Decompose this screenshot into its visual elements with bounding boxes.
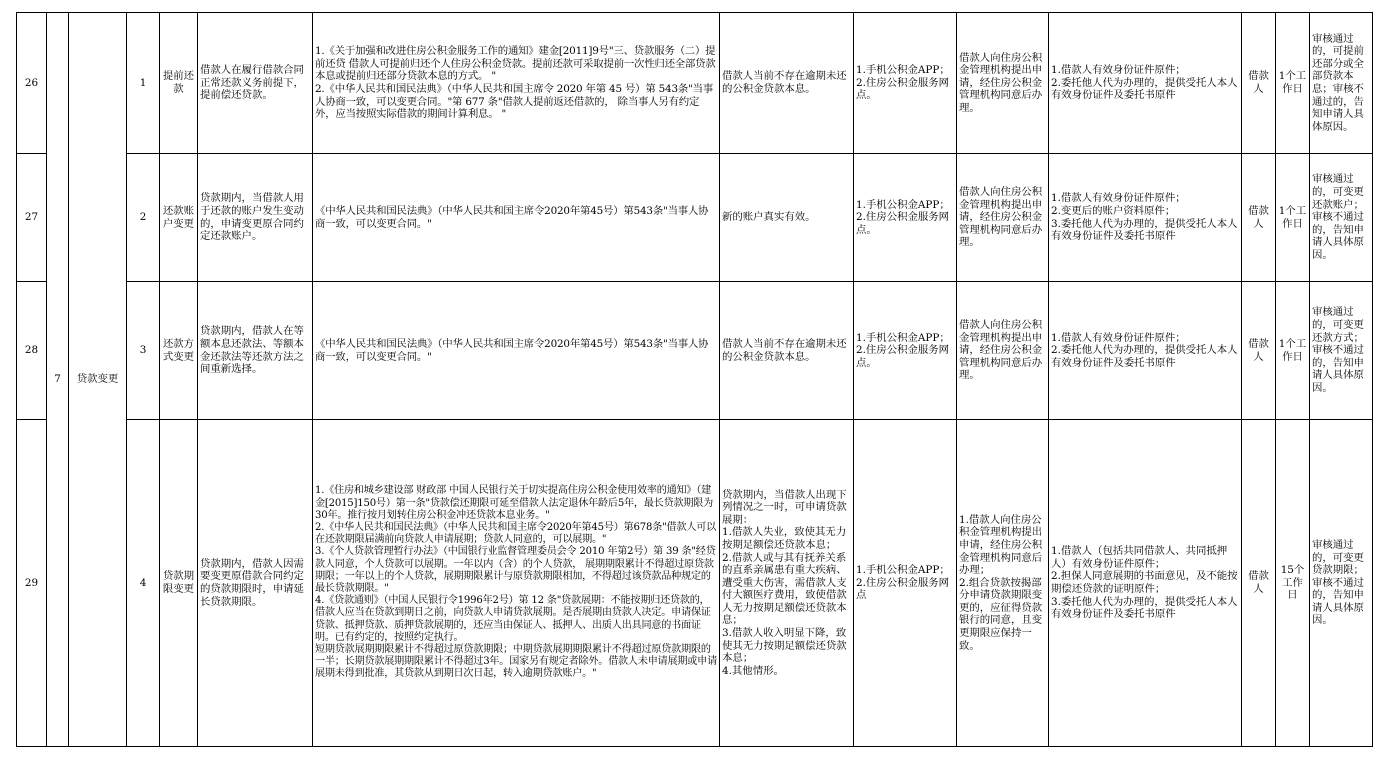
table-row (17, 282, 1373, 420)
item-time-limit: 1个工作日 (1276, 13, 1310, 154)
item-name: 还款方式变更 (160, 282, 198, 420)
item-name: 提前还款 (160, 13, 198, 154)
row-number: 26 (17, 13, 47, 154)
table-row (17, 13, 1373, 154)
table-row (17, 154, 1373, 282)
item-content: 贷款期内，借款人因需要变更原借款合同约定的贷款期限时，申请延长贷款期限。 (198, 420, 313, 747)
item-legal-basis: 《中华人民共和国民法典》（中华人民共和国主席令2020年第45号）第543条"当事人协商一致，可以变更合同。" (313, 282, 720, 420)
item-procedure: 1.借款人向住房公积金管理机构提出申请，经住房公积金管理机构同意后办理； 2.组合贷款按揭部分申请贷款期限变更的，应征得贷款银行的同意，且变更期限应保持一致。 (957, 420, 1049, 747)
item-seq: 3 (127, 282, 160, 420)
item-procedure: 借款人向住房公积金管理机构提出申请，经住房公积金管理机构同意后办理。 (957, 282, 1049, 420)
item-seq: 2 (127, 154, 160, 282)
item-materials: 1.借款人（包括共同借款人、共同抵押人）有效身份证件原件； 2.担保人同意展期的书面意见，及不能按期偿还贷款的证明原件； 3.委托他人代为办理的，提供受托人本人有效身份证件及委托书原件 (1049, 420, 1242, 747)
item-materials: 1.借款人有效身份证件原件； 2.委托他人代为办理的，提供受托人本人有效身份证件及委托书原件 (1049, 13, 1242, 154)
item-conditions: 新的账户真实有效。 (720, 154, 854, 282)
item-content: 贷款期内，当借款人用于还款的账户发生变动的，申请变更原合同约定还款账户。 (198, 154, 313, 282)
item-seq: 1 (127, 13, 160, 154)
item-applicant: 借款人 (1242, 420, 1276, 747)
item-result: 审核通过的，可提前还部分或全部贷款本息；审核不通过的，告知申请人具体原因。 (1310, 13, 1373, 154)
item-legal-basis: 1.《住房和城乡建设部 财政部 中国人民银行关于切实提高住房公积金使用效率的通知》（建金[2015]150号）第一条"贷款偿还期限可延至借款人法定退休年龄后5年，最长贷款期限为30年。推行按月划转住房公积金冲还贷款本息业务。" 2.《中华人民共和国民法典》（中华人民共和国主席令2020年第45号）第678条"借款人可以在还款期限届满前向贷款人申请展期；贷款人同意的，可以展期。" 3.《个人贷款管理暂行办法》（中国银行业监督管理委员会令 2010 年第2号）第 39 条"经贷款人同意，个人贷款可以展期。一年以内（含）的个人贷款， 展期期限累计不得超过原贷款期限；一年以上的个人贷款，展期期限累计与原贷款期限相加，不得超过该贷款品种规定的最长贷款期限。" 4.《贷款通则》（中国人民银行令1996年2号）第 12 条"贷款展期：不能按期归还贷款的，借款人应当在贷款到期日之前，向贷款人申请贷款展期。是否展期由贷款人决定。申请保证贷款、抵押贷款、质押贷款展期的，还应当由保证人、抵押人、出质人出具同意的书面证明。已有约定的，按照约定执行。 短期贷款展期期限累计不得超过原贷款期限；中期贷款展期期限累计不得超过原贷款期限的一半；长期贷款展期期限累计不得超过3年。国家另有规定者除外。借款人未申请展期或申请展期未得到批准，其贷款从到期日次日起，转入逾期贷款账户。" (313, 420, 720, 747)
item-conditions: 贷款期内，当借款人出现下列情况之一时，可申请贷款展期： 1.借款人失业，致使其无力按期足额偿还贷款本息； 2.借款人或与其有抚养关系的直系亲属患有重大疾病、遭受重大伤害，需借款人支付大额医疗费用，致使借款人无力按期足额偿还贷款本息； 3.借款人收入明显下降，致使其无力按期足额偿还贷款本息； 4.其他情形。 (720, 420, 854, 747)
item-seq: 4 (127, 420, 160, 747)
item-name: 贷款期限变更 (160, 420, 198, 747)
table-row (17, 420, 1373, 747)
loan-change-table (16, 12, 1373, 747)
item-channels: 1.手机公积金APP； 2.住房公积金服务网点。 (854, 282, 957, 420)
item-channels: 1.手机公积金APP； 2.住房公积金服务网点 (854, 420, 957, 747)
item-time-limit: 1个工作日 (1276, 154, 1310, 282)
item-channels: 1.手机公积金APP； 2.住房公积金服务网点。 (854, 154, 957, 282)
item-applicant: 借款人 (1242, 154, 1276, 282)
item-conditions: 借款人当前不存在逾期未还的公积金贷款本息。 (720, 282, 854, 420)
item-procedure: 借款人向住房公积金管理机构提出申请，经住房公积金管理机构同意后办理。 (957, 13, 1049, 154)
item-channels: 1.手机公积金APP； 2.住房公积金服务网点。 (854, 13, 957, 154)
item-time-limit: 15个工作日 (1276, 420, 1310, 747)
item-applicant: 借款人 (1242, 282, 1276, 420)
item-procedure: 借款人向住房公积金管理机构提出申请，经住房公积金管理机构同意后办理。 (957, 154, 1049, 282)
item-legal-basis: 1.《关于加强和改进住房公积金服务工作的通知》建金[2011]9号"三、贷款服务（二）提前还贷 借款人可提前归还个人住房公积金贷款。提前还款可采取提前一次性归还全部贷款本息或提前归还部分贷款本息的方式。 " 2.《中华人民共和国民法典》（中华人民共和国主席令 2020 年第 45 号）第 543条"当事人协商一致，可以变更合同。"第 677 条"借款人提前返还借款的， 除当事人另有约定外，应当按照实际借款的期间计算利息。 " (313, 13, 720, 154)
item-name: 还款账户变更 (160, 154, 198, 282)
item-result: 审核通过的，可变更还款账户；审核不通过的，告知申请人具体原因。 (1310, 154, 1373, 282)
item-result: 审核通过的，可变更还款方式；审核不通过的，告知申请人具体原因。 (1310, 282, 1373, 420)
group-category: 贷款变更 (69, 13, 127, 747)
item-time-limit: 1个工作日 (1276, 282, 1310, 420)
row-number: 27 (17, 154, 47, 282)
item-conditions: 借款人当前不存在逾期未还的公积金贷款本息。 (720, 13, 854, 154)
item-content: 借款人在履行借款合同正常还款义务前提下，提前偿还贷款。 (198, 13, 313, 154)
item-applicant: 借款人 (1242, 13, 1276, 154)
item-content: 贷款期内，借款人在等额本息还款法、等额本金还款法等还款方法之间重新选择。 (198, 282, 313, 420)
row-number: 29 (17, 420, 47, 747)
item-materials: 1.借款人有效身份证件原件； 2.变更后的账户资料原件； 3.委托他人代为办理的，提供受托人本人有效身份证件及委托书原件 (1049, 154, 1242, 282)
item-result: 审核通过的，可变更贷款期限；审核不通过的，告知申请人具体原因。 (1310, 420, 1373, 747)
group-number: 7 (47, 13, 69, 747)
row-number: 28 (17, 282, 47, 420)
item-materials: 1.借款人有效身份证件原件； 2.委托他人代为办理的，提供受托人本人有效身份证件及委托书原件 (1049, 282, 1242, 420)
item-legal-basis: 《中华人民共和国民法典》（中华人民共和国主席令2020年第45号）第543条"当事人协商一致，可以变更合同。" (313, 154, 720, 282)
